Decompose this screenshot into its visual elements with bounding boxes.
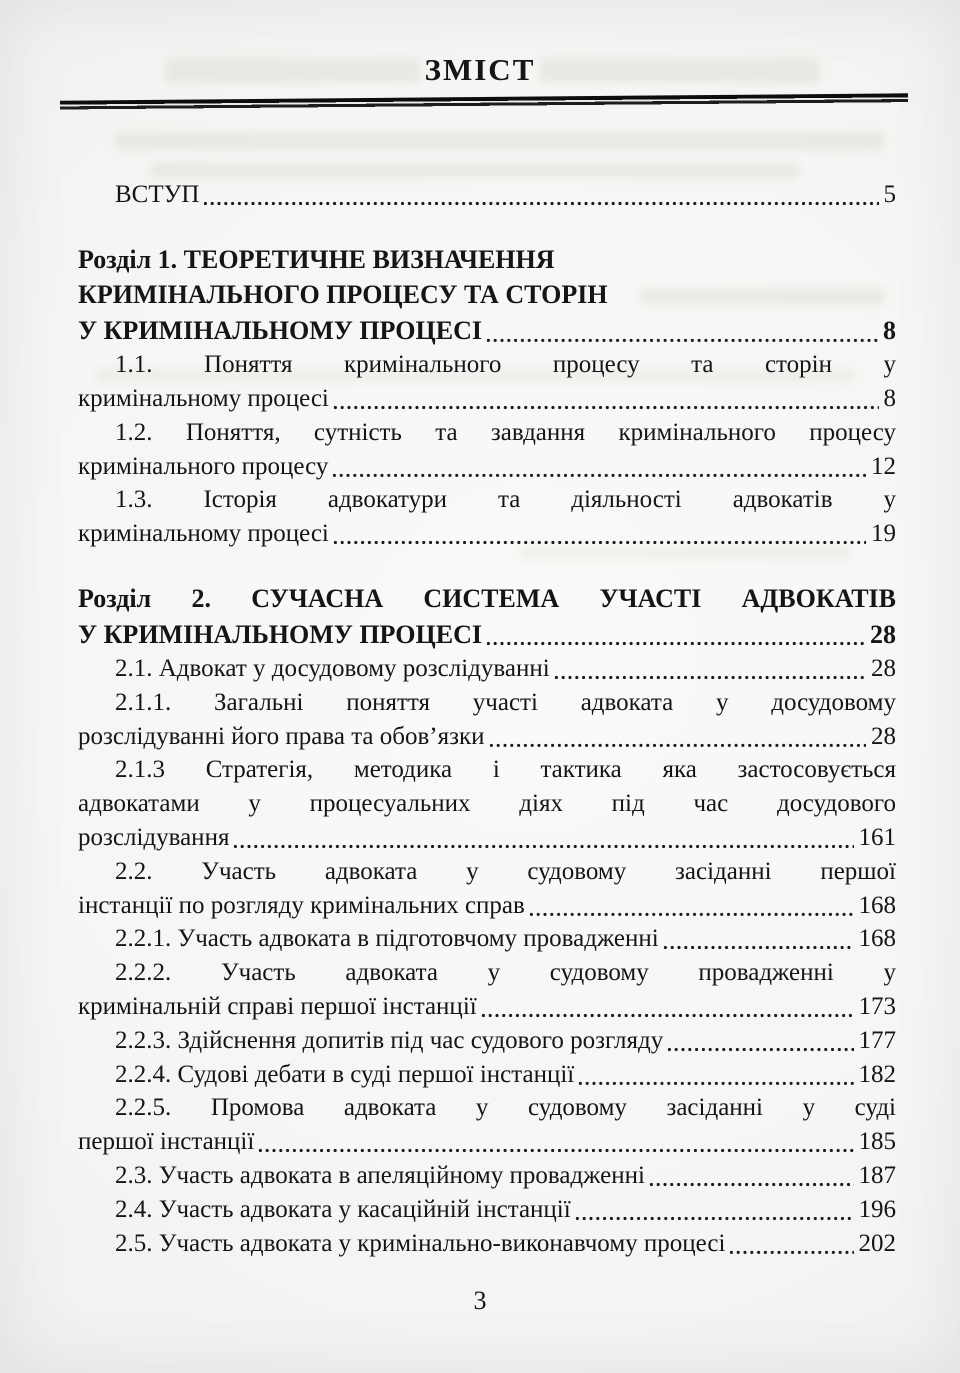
toc-line-text: 2.3. Участь адвоката в апеляційному провадженні	[115, 1162, 645, 1190]
dot-leader	[232, 843, 853, 850]
page-title: ЗМІСТ	[424, 52, 536, 87]
toc-line	[78, 450, 896, 484]
toc-line	[78, 990, 896, 1024]
toc-entry	[78, 753, 896, 854]
toc-line	[78, 313, 896, 349]
toc-line-text: кримінальній справі першої інстанції	[78, 993, 477, 1021]
toc-line	[78, 483, 896, 517]
toc-line-text: кримінальному процесі	[78, 385, 329, 413]
toc-entry	[78, 581, 896, 652]
toc-line-text: 2.1. Адвокат у досудовому розслідуванні	[115, 655, 550, 683]
toc-line	[78, 1125, 896, 1159]
toc-entry	[78, 922, 896, 956]
page-ref: 8	[883, 385, 896, 413]
dot-leader	[485, 640, 865, 647]
toc-entry	[78, 855, 896, 923]
title-divider-rule	[60, 93, 908, 111]
toc-line-text: Розділ 1. ТЕОРЕТИЧНЕ ВИЗНАЧЕННЯ	[78, 244, 555, 274]
dot-leader	[332, 539, 866, 546]
dot-leader	[553, 674, 866, 681]
toc-line	[78, 517, 896, 551]
page-ref: 182	[858, 1060, 896, 1088]
toc-line-text: розслідування	[78, 824, 230, 852]
toc-entry	[78, 1091, 896, 1159]
dot-leader	[331, 471, 866, 478]
toc-line-text: інстанції по розгляду кримінальних справ	[78, 891, 525, 919]
toc-line	[78, 956, 896, 990]
toc-line	[78, 1058, 896, 1092]
toc-line-text: 2.4. Участь адвоката у касаційній інстанції	[115, 1195, 571, 1223]
toc-line	[78, 1227, 896, 1261]
dot-leader	[257, 1147, 853, 1154]
dot-leader	[666, 1046, 853, 1053]
toc-line-text: Розділ 2. СУЧАСНА СИСТЕМА УЧАСТІ АДВОКАТІВ	[78, 584, 896, 614]
toc-line-text: розслідуванні його права та обов’язки	[78, 722, 485, 750]
toc-line-text: 2.5. Участь адвоката у кримінально-виконавчому процесі	[115, 1229, 726, 1257]
page-ref: 196	[858, 1195, 896, 1223]
page-ref: 177	[858, 1026, 896, 1054]
toc-entry	[78, 652, 896, 686]
bleed-through-artifact	[115, 132, 885, 150]
page-ref: 28	[870, 619, 896, 649]
toc-line-text: 1.2. Поняття, сутність та завдання кримінального процесу	[115, 418, 896, 446]
toc-entry	[78, 483, 896, 551]
toc-line-text: кримінального процесу	[78, 452, 329, 480]
page-ref: 168	[858, 925, 896, 953]
dot-leader	[485, 336, 878, 343]
page-ref: 5	[883, 181, 896, 208]
toc-line	[78, 686, 896, 720]
toc-line	[78, 617, 896, 653]
toc-line-text: 1.3. Історія адвокатури та діяльності адвокатів у	[115, 486, 896, 514]
page-ref: 168	[858, 891, 896, 919]
toc-line	[78, 382, 896, 416]
toc-entry	[78, 1227, 896, 1261]
page-ref: 185	[858, 1128, 896, 1156]
toc-entry	[78, 242, 896, 349]
page-ref: 202	[858, 1229, 896, 1257]
page-ref: 12	[871, 452, 896, 480]
toc-line-text: 1.1. Поняття кримінального процесу та сторін у	[115, 351, 896, 379]
toc-line	[78, 242, 896, 278]
dot-leader	[662, 944, 854, 951]
toc-line-text: 2.2.5. Промова адвоката у судовому засіданні у суді	[115, 1094, 896, 1122]
bleed-through-artifact	[150, 163, 800, 178]
dot-leader	[528, 910, 854, 917]
toc-entry	[78, 1159, 896, 1193]
toc-line-text: У КРИМІНАЛЬНОМУ ПРОЦЕСІ	[78, 315, 482, 345]
toc-line-text: 2.2.3. Здійснення допитів під час судового розгляду	[115, 1026, 664, 1054]
toc-entry	[78, 178, 896, 212]
page-ref: 187	[858, 1162, 896, 1190]
toc-line	[78, 1091, 896, 1125]
toc-entry	[78, 686, 896, 754]
dot-leader	[488, 741, 866, 748]
page-ref: 28	[871, 655, 896, 683]
dot-leader	[577, 1079, 853, 1086]
toc-entry	[78, 416, 896, 484]
toc-line-text: 2.2.2. Участь адвоката у судовому провадженні у	[115, 959, 896, 987]
toc-entry	[78, 1024, 896, 1058]
toc-line-text: 2.2. Участь адвоката у судовому засіданні першої	[115, 857, 896, 885]
toc-line	[78, 821, 896, 855]
toc-line-text: КРИМІНАЛЬНОГО ПРОЦЕСУ ТА СТОРІН	[78, 280, 608, 310]
toc-line	[78, 1193, 896, 1227]
toc-line	[78, 889, 896, 923]
page-ref: 161	[858, 824, 896, 852]
dot-leader	[574, 1215, 854, 1222]
toc-line-text: адвокатами у процесуальних діях під час досудового	[78, 790, 896, 818]
toc-line	[78, 855, 896, 889]
toc-line	[78, 720, 896, 754]
page-ref: 19	[871, 520, 896, 548]
dot-leader	[480, 1012, 854, 1019]
toc-line-text: 2.2.1. Участь адвоката в підготовчому провадженні	[115, 925, 659, 953]
dot-leader	[728, 1248, 853, 1255]
toc-list	[78, 178, 896, 1260]
toc-line	[78, 178, 896, 212]
page-ref: 28	[871, 722, 896, 750]
toc-line	[78, 753, 896, 787]
page-ref: 8	[883, 315, 896, 345]
toc-line-text: кримінальному процесі	[78, 520, 329, 548]
page-ref: 173	[858, 993, 896, 1021]
toc-entry	[78, 348, 896, 416]
toc-line	[78, 581, 896, 617]
toc-line	[78, 277, 896, 313]
toc-line-text: У КРИМІНАЛЬНОМУ ПРОЦЕСІ	[78, 619, 482, 649]
toc-line	[78, 922, 896, 956]
toc-line	[78, 787, 896, 821]
toc-line-text: 2.1.3 Стратегія, методика і тактика яка застосовується	[115, 756, 896, 784]
toc-line	[78, 416, 896, 450]
dot-leader	[202, 200, 878, 207]
toc-line	[78, 1024, 896, 1058]
toc-entry	[78, 956, 896, 1024]
toc-line	[78, 348, 896, 382]
toc-line-text: 2.2.4. Судові дебати в суді першої інстанції	[115, 1060, 575, 1088]
toc-line-text: першої інстанції	[78, 1128, 255, 1156]
toc-line	[78, 1159, 896, 1193]
toc-line	[78, 652, 896, 686]
dot-leader	[332, 404, 879, 411]
toc-line-text: 2.1.1. Загальні поняття участі адвоката у досудовому	[115, 688, 896, 716]
toc-entry	[78, 1058, 896, 1092]
dot-leader	[648, 1181, 854, 1188]
toc-entry	[78, 1193, 896, 1227]
footer-page-number: 3	[473, 1286, 487, 1315]
toc-line-text: ВСТУП	[115, 181, 200, 208]
